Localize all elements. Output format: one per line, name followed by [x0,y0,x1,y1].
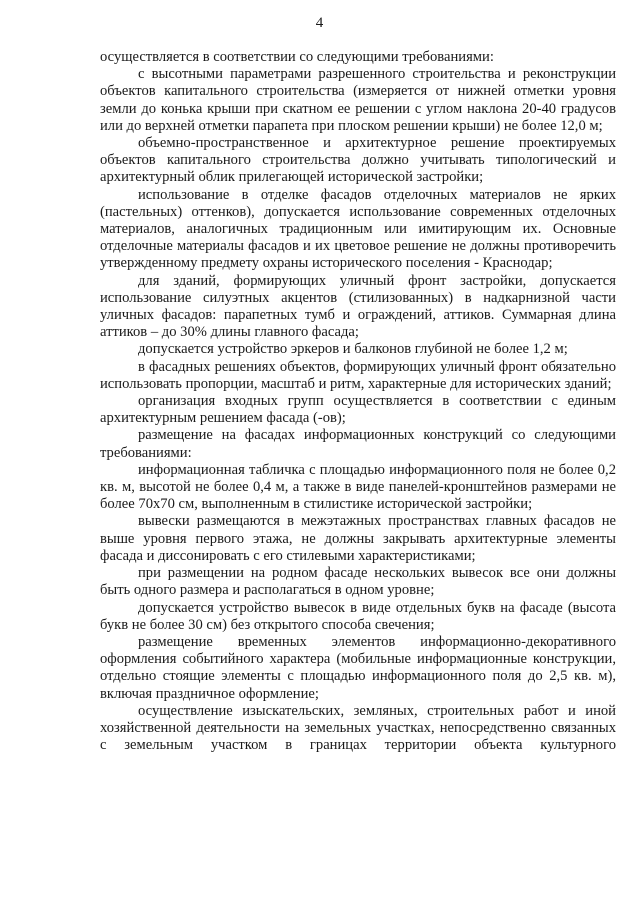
paragraph: при размещении на родном фасаде нескольких вывесок все они должны быть одного размера и располагаться в одном уровне; [100,565,616,599]
paragraph: организация входных групп осуществляется в соответствии с единым архитектурным решением фасада (-ов); [100,393,616,427]
paragraph: информационная табличка с площадью информационного поля не более 0,2 кв. м, высотой не более 0,4 м, а также в виде панелей-кронштейнов размерами не более 70х70 см, выполненным в стилистике исторической застройки; [100,461,616,513]
paragraph: вывески размещаются в межэтажных пространствах главных фасадов не выше уровня первого этажа, не должны закрывать архитектурные элементы фасада и диссонировать с его стилевыми характеристиками; [100,513,616,564]
paragraph: для зданий, формирующих уличный фронт застройки, допускается использование силуэтных акцентов (стилизованных) в надкарнизной части уличных фасадов: парапетных тумб и ограждений, аттиков. Суммарная длина аттиков – до 30% длины главного фасада; [100,272,616,341]
paragraph: размещение на фасадах информационных конструкций со следующими требованиями: [100,427,616,461]
paragraph: с высотными параметрами разрешенного строительства и реконструкции объектов капитального строительства (измеряется от нижней отметки уровня земли до конька крыши при скатном ее решении с углом наклона 20-40 градусов или до верхней отметки парапета при плоском решении крыши) не более 12,0 м; [100,66,616,134]
paragraph: осуществление изыскательских, земляных, строительных работ и иной хозяйственной деятельности на земельных участках, непосредственно связанных с земельным участком в границах территории объекта культурного [100,702,616,754]
paragraph: размещение временных элементов информационно-декоративного оформления событийного характера (мобильные информационные конструкции, отдельно стоящие элементы с площадью информационного поля до 2,5 кв. м), включая праздничное оформление; [100,633,616,702]
paragraph: объемно-пространственное и архитектурное решение проектируемых объектов капитального строительства должно учитывать типологический и архитектурный облик прилегающей исторической застройки; [100,135,616,186]
paragraph: допускается устройство эркеров и балконов глубиной не более 1,2 м; [138,341,568,358]
paragraph: допускается устройство вывесок в виде отдельных букв на фасаде (высота букв не более 30 см) без открытого способа свечения; [100,599,616,633]
page-number: 4 [315,15,324,31]
paragraph: в фасадных решениях объектов, формирующих уличный фронт обязательно использовать пропорции, масштаб и ритм, характерные для исторических зданий; [100,358,616,392]
document-body [100,49,616,754]
paragraph: осуществляется в соответствии со следующими требованиями: [100,49,494,65]
paragraph: использование в отделке фасадов отделочных материалов не ярких (пастельных) оттенков), допускается использование современных отделочных материалов, аналогичных традиционным или имитирующим их. Основные отделочные материалы фасадов и их цветовое решение не должны противоречить утвержденному предмету охраны исторического поселения - Краснодар; [100,186,616,272]
